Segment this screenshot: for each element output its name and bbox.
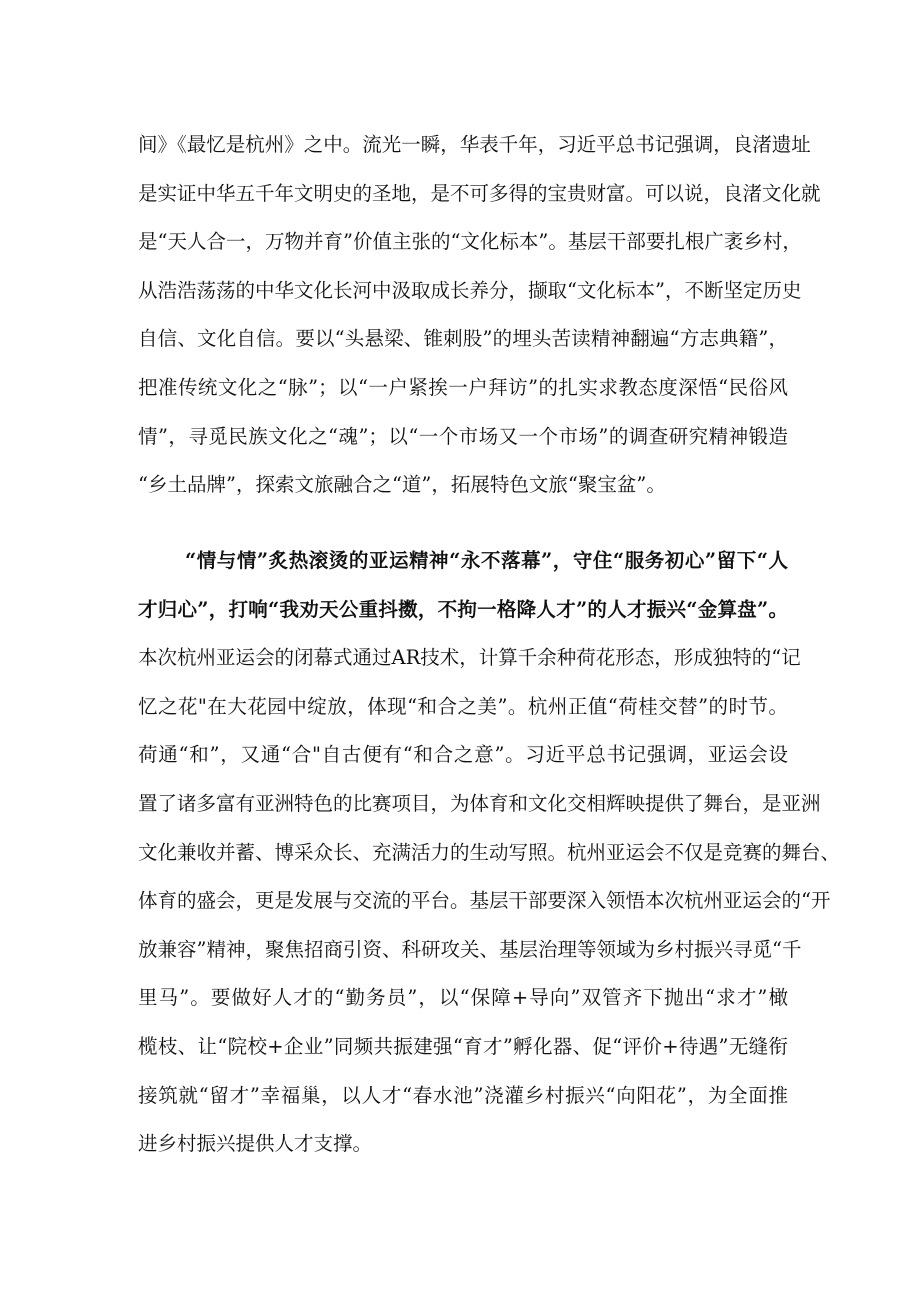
paragraph-line: 本次杭州亚运会的闭幕式通过AR技术，计算千余种荷花形态，形成独特的“记 <box>138 646 801 670</box>
bold-heading-line: “情与情”炙热滚烫的亚运精神“永不落幕”，守住“服务初心”留下“人 <box>185 549 788 572</box>
paragraph-line: 里马”。要做好人才的“勤务员”，以“保障+导向”双管齐下抛出“求才”橄 <box>138 986 788 1010</box>
paragraph-line: 放兼容”精神，聚焦招商引资、科研攻关、基层治理等领域为乡村振兴寻觅“千 <box>138 937 802 961</box>
paragraph-line: 忆之花"在大花园中绽放，体现“和合之美”。杭州正值“荷桂交替”的时节。 <box>138 694 788 718</box>
paragraph-line: 从浩浩荡荡的中华文化长河中汲取成长养分，撷取“文化标本”，不断坚定历史 <box>138 278 802 302</box>
paragraph-line: 把准传统文化之“脉”；以“一户紧挨一户拜访”的扎实求教态度深悟“民俗风 <box>138 375 788 399</box>
paragraph-line: 荷通“和”，又通“合"自古便有“和合之意”。习近平总书记强调，亚运会设 <box>138 743 788 767</box>
paragraph-line: 体育的盛会，更是发展与交流的平台。基层干部要深入领悟本次杭州亚运会的“开 <box>138 889 831 913</box>
paragraph-talent <box>138 537 841 1169</box>
paragraph-line: 进乡村振兴提供人才支撑。 <box>138 1132 373 1156</box>
paragraph-line: 是实证中华五千年文明史的圣地，是不可多得的宝贵财富。可以说，良渚文化就 <box>138 181 821 205</box>
bold-heading-line: 才归心”，打响“我劝天公重抖擞，不拘一格降人才”的人才振兴“金算盘”。 <box>138 597 788 621</box>
paragraph-line: 榄枝、让“院校+企业”同频共振建强“育才”孵化器、促“评价+待遇”无缝衔 <box>138 1034 788 1058</box>
paragraph-line: 置了诸多富有亚洲特色的比赛项目，为体育和文化交相辉映提供了舞台，是亚洲 <box>138 791 821 815</box>
paragraph-line: 自信、文化自信。要以“头悬梁、锥刺股”的埋头苦读精神翻遍“方志典籍”， <box>138 327 788 351</box>
paragraph-line: 间》《最忆是杭州》之中。流光一瞬，华表千年，习近平总书记强调，良渚遗址 <box>138 133 811 156</box>
paragraph-line: 情”，寻觅民族文化之“魂”；以“一个市场又一个市场”的调查研究精神锻造 <box>138 424 788 448</box>
paragraph-line: 是“天人合一，万物并育”价值主张的“文化标本”。基层干部要扎根广袤乡村， <box>138 230 802 254</box>
paragraph-line: “乡土品牌”，探索文旅融合之“道”，拓展特色文旅“聚宝盆”。 <box>138 473 666 497</box>
paragraph-culture <box>138 121 821 510</box>
paragraph-line: 接筑就“留才”幸福巢，以人才“春水池”浇灌乡村振兴“向阳花”，为全面推 <box>138 1083 788 1107</box>
paragraph-line: 文化兼收并蓄、博采众长、充满活力的生动写照。杭州亚运会不仅是竞赛的舞台、 <box>138 840 841 864</box>
